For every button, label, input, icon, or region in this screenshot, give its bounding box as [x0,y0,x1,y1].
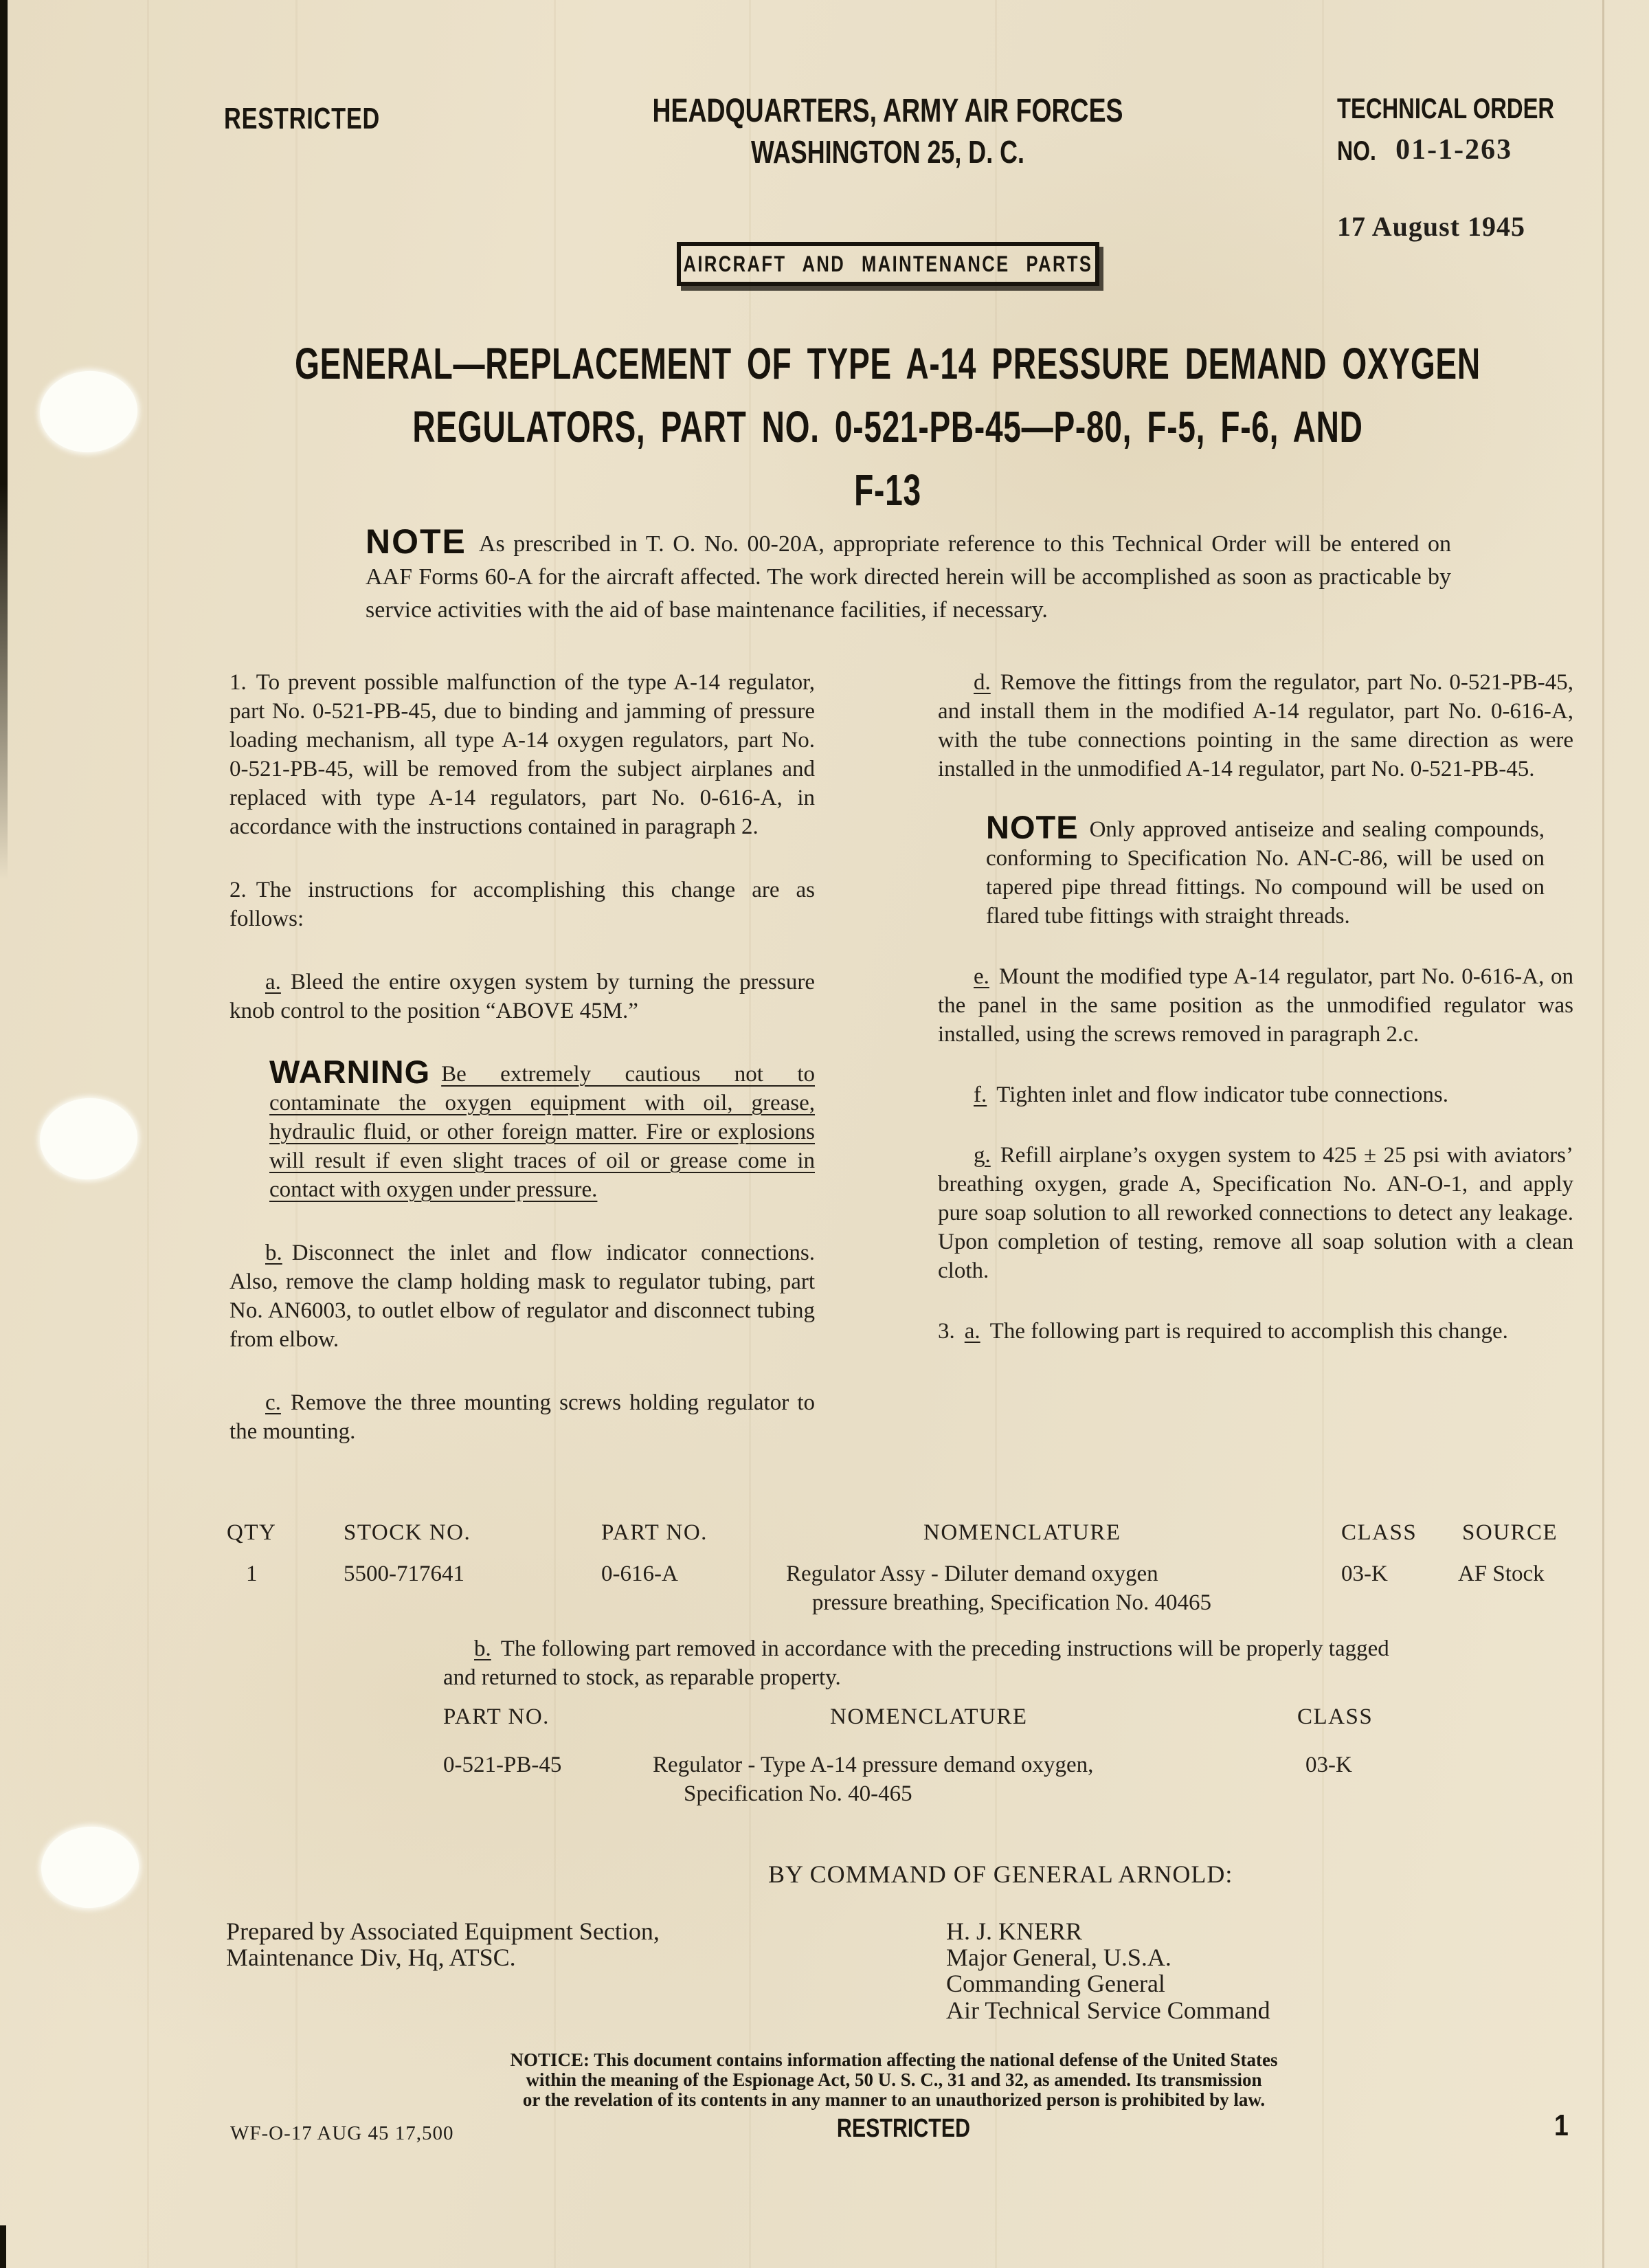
punch-hole [38,1823,142,1911]
by-command-line: BY COMMAND OF GENERAL ARNOLD: [768,1860,1233,1888]
prepared-by-line2: Maintenance Div, Hq, ATSC. [226,1944,516,1971]
paragraph-g [938,1141,1573,1285]
print-code: WF-O-17 AUG 45 17,500 [230,2122,454,2144]
note-block [986,809,1545,931]
warning-text: Be extremely cautious not to contaminate the oxygen equipment with oil, grease, hydraulic fluid, or other foreign matter. Fire or explosions will result if even slight traces of oil or grease come in contact with oxygen under pressure. [269,1062,815,1202]
scan-streak [147,0,149,2268]
column-header-nomenclature: NOMENCLATURE [830,1704,1028,1729]
restricted-label: RESTRICTED [224,102,381,135]
cell-qty: 1 [246,1561,258,1586]
paragraph-letter: a. [964,1319,980,1344]
page-number: 1 [1554,2109,1569,2142]
left-column [229,668,815,1446]
paragraph-number: 1. [229,670,247,695]
technical-order-label-row [1337,92,1615,125]
paragraph-text: Tighten inlet and flow indicator tube connections. [996,1082,1448,1107]
paragraph-d [938,668,1573,783]
note-text: As prescribed in T. O. No. 00-20A, appropriate reference to this Technical Order will be entered on AAF Forms 60-A for the aircraft affected. The work directed herein will be accomplished as soon as practicable by service activities with the aid of base maintenance facilities, if necessary. [366,531,1451,623]
paragraph-letter: b. [265,1241,282,1265]
right-column [938,668,1573,1346]
page-title-line3: F-13 [854,465,921,515]
cell-nomenclature-line1: Regulator Assy - Diluter demand oxygen [786,1561,1158,1586]
paragraph-text: Remove the three mounting screws holding regulator to the mounting. [229,1390,815,1444]
paragraph-letter: f. [974,1082,987,1107]
note-label: NOTE [986,809,1079,845]
maintenance-parts-banner [677,242,1099,286]
paragraph-f [938,1080,1573,1109]
cell-part-no: 0-521-PB-45 [443,1753,562,1777]
cell-part-no: 0-616-A [601,1561,678,1586]
column-header-nomenclature: NOMENCLATURE [923,1520,1121,1545]
prepared-by-line1: Prepared by Associated Equipment Section, [226,1917,660,1945]
column-header-class: CLASS [1341,1520,1417,1545]
warning-block [269,1054,815,1204]
column-header-part-no: PART NO. [601,1520,708,1545]
date: 17 August 1945 [1337,211,1526,242]
paragraph-text: To prevent possible malfunction of the type A-14 regulator, part No. 0-521-PB-45, due to binding and jamming of pressure loading mechanism, all type A-14 oxygen regulators, part No. 0-521-PB-45, will be removed from the subject airplanes and replaced with type A-14 regulators, part No. 0-616-A, in accordance with the instructions contained in paragraph 2. [229,670,815,839]
cell-nomenclature-line2: pressure breathing, Specification No. 40465 [812,1590,1212,1615]
paragraph-text: The following part is required to accomplish this change. [989,1319,1508,1344]
paragraph-1 [229,668,815,841]
paragraph-letter: e. [974,964,989,989]
paragraph-number: 3. [938,1319,955,1344]
paragraph-text: Remove the fittings from the regulator, part No. 0-521-PB-45, and install them in the modified A-14 regulator, part No. 0-616-A, with the tube connections pointing in the same direction as were installed in the unmodified A-14 regulator, part No. 0-521-PB-45. [938,670,1573,781]
cell-class: 03-K [1305,1753,1352,1777]
notice-line1: NOTICE: This document contains information affecting the national defense of the United States [510,2049,1278,2070]
banner-text: AIRCRAFT AND MAINTENANCE PARTS [683,251,1093,276]
note-text: Only approved antiseize and sealing compounds, conforming to Specification No. AN-C-86, will be used on tapered pipe thread fittings. No compound will be used on flared tube fittings with straight threads. [986,817,1545,929]
column-header-stock-no: STOCK NO. [344,1520,471,1545]
paragraph-c [229,1388,815,1446]
column-header-qty: QTY [227,1520,277,1545]
warning-label: WARNING [269,1054,431,1090]
column-header-source: SOURCE [1462,1520,1558,1545]
paragraph-3b [443,1634,1398,1692]
notice-line3: or the revelation of its contents in any manner to an unauthorized person is prohibited by law. [522,2089,1266,2110]
paragraph-text: The instructions for accomplishing this change are as follows: [229,878,815,931]
technical-order-no-label: NO. [1337,136,1376,166]
paragraph-e [938,962,1573,1049]
paragraph-text: Disconnect the inlet and flow indicator connections. Also, remove the clamp holding mask to regulator tubing, part No. AN6003, to outlet elbow of regulator and disconnect tubing from elbow. [229,1241,815,1352]
punch-hole [37,368,140,456]
page-title-line2: REGULATORS, PART NO. 0-521-PB-45—P-80, F-5, F-6, AND [412,402,1363,452]
note-top [366,522,1451,627]
scan-edge [0,0,8,880]
paragraph-letter: a. [265,970,281,994]
cell-nomenclature-line2: Specification No. 40-465 [684,1781,912,1806]
paragraph-letter: d. [974,670,991,695]
paragraph-letter: g. [974,1143,991,1168]
technical-order-number: 01-1-263 [1395,134,1513,166]
column-header-class: CLASS [1297,1704,1373,1729]
paragraph-b [229,1238,815,1354]
cell-class: 03-K [1341,1561,1388,1586]
paragraph-letter: c. [265,1390,281,1415]
classification-header [224,102,424,136]
signer-name: H. J. KNERR [946,1917,1083,1945]
scan-crease-line [1602,0,1604,2268]
paragraph-a [229,968,815,1025]
technical-order-label: TECHNICAL ORDER [1337,92,1555,124]
paragraph-text: Mount the modified type A-14 regulator, part No. 0-616-A, on the panel in the same position as the unmodified regulator was installed, using the screws removed in paragraph 2.c. [938,964,1573,1047]
note-label: NOTE [366,522,467,561]
paragraph-text: The following part removed in accordance with the preceding instructions will be properly tagged and returned to stock, as reparable property. [443,1636,1389,1690]
cell-stock-no: 5500-717641 [344,1561,464,1586]
org-name: HEADQUARTERS, ARMY AIR FORCES [652,93,1123,129]
signer-title-line2: Air Technical Service Command [946,1997,1270,2024]
classification-footer: RESTRICTED [836,2114,971,2143]
scan-edge [0,2225,6,2268]
page-title-line1: GENERAL—REPLACEMENT OF TYPE A-14 PRESSURE DEMAND OXYGEN [295,339,1481,388]
paragraph-text: Refill airplane’s oxygen system to 425 ± 25 psi with aviators’ breathing oxygen, grade A, Specification No. AN-O-1, and apply pure soap solution to all reworked connections to detect any leakage. Upon completion of testing, remove all soap solution with a clean cloth. [938,1143,1573,1283]
paragraph-number: 2. [229,878,247,902]
cell-nomenclature-line1: Regulator - Type A-14 pressure demand oxygen, [653,1753,1094,1777]
notice-line2: within the meaning of the Espionage Act, 50 U. S. C., 31 and 32, as amended. Its transmission [526,2069,1262,2090]
signer-title-line1: Commanding General [946,1970,1165,1997]
column-header-part-no: PART NO. [443,1704,550,1729]
paragraph-3a [938,1317,1573,1346]
paragraph-text: Bleed the entire oxygen system by turning the pressure knob control to the position “ABOVE 45M.” [229,970,815,1023]
punch-hole [37,1095,140,1183]
signer-rank: Major General, U.S.A. [946,1944,1171,1971]
technical-order-number-row [1337,133,1512,167]
paragraph-2 [229,876,815,933]
paragraph-letter: b. [474,1636,491,1661]
org-location: WASHINGTON 25, D. C. [750,134,1025,170]
cell-source: AF Stock [1458,1561,1545,1586]
